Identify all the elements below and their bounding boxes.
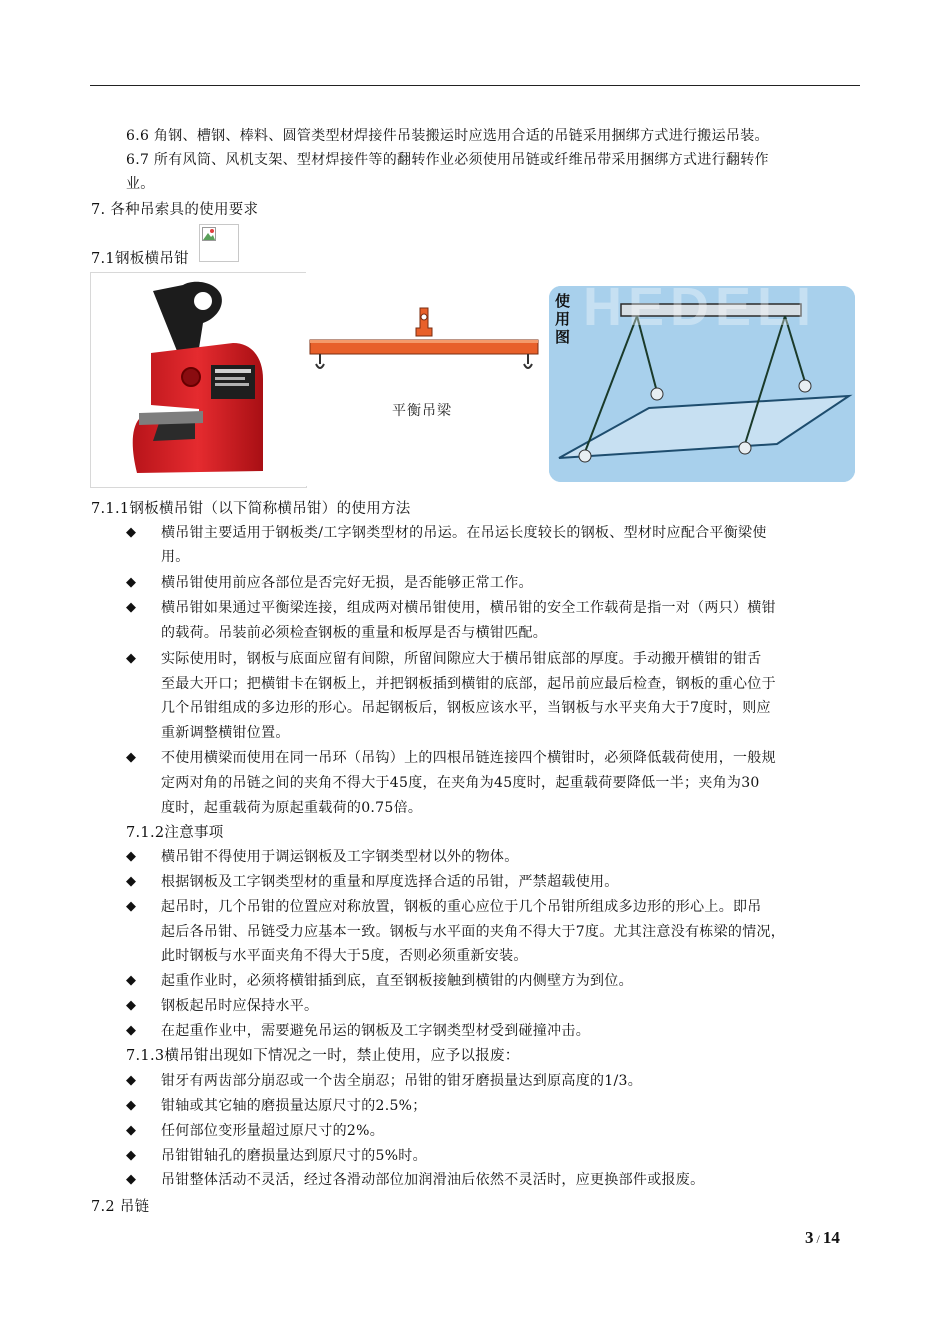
caution-3-line-3: 此时钢板与水平面夹角不得大于5度，否则必须重新安装。 [161, 948, 528, 964]
scrap-2: 钳轴或其它轴的磨损量达原尺寸的2.5%； [161, 1098, 427, 1114]
bullet-5-line-3: 度时，起重载荷为原起重载荷的0.75倍。 [161, 800, 423, 816]
bullet-icon: ◆ [126, 750, 136, 765]
section-7-1-heading: 7.1钢板横吊钳 [91, 251, 189, 267]
balance-beam-figure [306, 272, 544, 486]
bullet-5-line-1: 不使用横梁而使用在同一吊环（吊钩）上的四根吊链连接四个横钳时，必须降低载荷使用，一般规 [161, 750, 776, 766]
page-total: 14 [822, 1228, 840, 1247]
page-number [805, 1228, 840, 1248]
bullet-4-line-3: 几个吊钳组成的多边形的形心。吊起钢板后，钢板应该水平，当钢板与水平夹角大于7度时，则应 [161, 700, 771, 716]
bullet-3-line-2: 的载荷。吊装前必须检查钢板的重量和板厚是否与横钳匹配。 [161, 625, 548, 641]
scrap-1: 钳牙有两齿部分崩忍或一个齿全崩忍；吊钳的钳牙磨损量达到原高度的1/3。 [161, 1073, 643, 1089]
bullet-icon: ◆ [126, 1073, 136, 1088]
bullet-icon: ◆ [126, 998, 136, 1013]
bullet-icon: ◆ [126, 651, 136, 666]
scrap-3: 任何部位变形量超过原尺寸的2%。 [161, 1123, 385, 1139]
caution-5: 钢板起吊时应保持水平。 [161, 998, 319, 1014]
usage-label: 使用图 [555, 292, 571, 346]
section-7-1-1-heading: 7.1.1钢板横吊钳（以下简称横吊钳）的使用方法 [91, 501, 411, 517]
caution-3-line-2: 起后各吊钳、吊链受力应基本一致。钢板与水平面的夹角不得大于7度。尤其注意没有栋梁的情况， [161, 924, 786, 940]
page-separator: / [816, 1232, 820, 1246]
bullet-1-line-2: 用。 [161, 549, 190, 565]
bullet-icon: ◆ [126, 1098, 136, 1113]
bullet-1-line-1: 横吊钳主要适用于钢板类/工字钢类型材的吊运。在吊运长度较长的钢板、型材时应配合平衡梁使 [161, 525, 767, 541]
bullet-icon: ◆ [126, 973, 136, 988]
bullet-icon: ◆ [126, 575, 136, 590]
bullet-5-line-2: 定两对角的吊链之间的夹角不得大于45度，在夹角为45度时，起重载荷要降低一半；夹角为30 [161, 775, 760, 791]
header-rule [90, 85, 860, 86]
bullet-icon: ◆ [126, 1123, 136, 1138]
bullet-4-line-1: 实际使用时，钢板与底面应留有间隙，所留间隙应大于横吊钳底部的厚度。手动搬开横钳的钳舌 [161, 651, 762, 667]
caution-4: 起重作业时，必须将横钳插到底，直至钢板接触到横钳的内侧壁方为到位。 [161, 973, 633, 989]
caution-1: 横吊钳不得使用于调运钢板及工字钢类型材以外的物体。 [161, 849, 519, 865]
bullet-icon: ◆ [126, 899, 136, 914]
bullet-2-line-1: 横吊钳使用前应各部位是否完好无损，是否能够正常工作。 [161, 575, 533, 591]
bullet-4-line-4: 重新调整横钳位置。 [161, 725, 290, 741]
bullet-icon: ◆ [126, 874, 136, 889]
bullet-3-line-1: 横吊钳如果通过平衡梁连接，组成两对横吊钳使用，横吊钳的安全工作载荷是指一对（两只）横钳 [161, 600, 776, 616]
section-7-1-2-heading: 7.1.2注意事项 [126, 825, 224, 841]
scrap-5: 吊钳整体活动不灵活，经过各滑动部位加润滑油后依然不灵活时，应更换部件或报废。 [161, 1172, 705, 1188]
clamp-photo [90, 272, 307, 488]
balance-beam-label: 平衡吊梁 [392, 403, 452, 419]
caution-3-line-1: 起吊时，几个吊钳的位置应对称放置，钢板的重心应位于几个吊钳所组成多边形的形心上。即吊 [161, 899, 762, 915]
usage-diagram [549, 286, 855, 482]
section-7-2-heading: 7.2 吊链 [91, 1199, 150, 1215]
para-6-7-cont: 业。 [126, 176, 155, 192]
caution-6: 在起重作业中，需要避免吊运的钢板及工字钢类型材受到碰撞冲击。 [161, 1023, 590, 1039]
watermark: HEDELI [583, 286, 818, 337]
bullet-icon: ◆ [126, 1172, 136, 1187]
section-7-heading: 7. 各种吊索具的使用要求 [91, 202, 259, 218]
bullet-icon: ◆ [126, 1023, 136, 1038]
bullet-icon: ◆ [126, 600, 136, 615]
broken-image-icon [199, 224, 239, 262]
bullet-icon: ◆ [126, 849, 136, 864]
para-6-7: 6.7 所有风筒、风机支架、型材焊接件等的翻转作业必须使用吊链或纤维吊带采用捆绑方式进行翻转作 [126, 152, 769, 168]
bullet-4-line-2: 至最大开口；把横钳卡在钢板上，并把钢板插到横钳的底部，起吊前应最后检查，钢板的重心位于 [161, 676, 776, 692]
section-7-1-3-heading: 7.1.3横吊钳出现如下情况之一时，禁止使用，应予以报废： [126, 1048, 520, 1064]
para-6-6: 6.6 角钢、槽钢、棒料、圆管类型材焊接件吊装搬运时应选用合适的吊链采用捆绑方式进行搬运吊装。 [126, 128, 769, 144]
bullet-icon: ◆ [126, 1148, 136, 1163]
bullet-icon: ◆ [126, 525, 136, 540]
caution-2: 根据钢板及工字钢类型材的重量和厚度选择合适的吊钳，严禁超载使用。 [161, 874, 619, 890]
scrap-4: 吊钳钳轴孔的磨损量达到原尺寸的5%时。 [161, 1148, 427, 1164]
page-current: 3 [805, 1228, 814, 1247]
